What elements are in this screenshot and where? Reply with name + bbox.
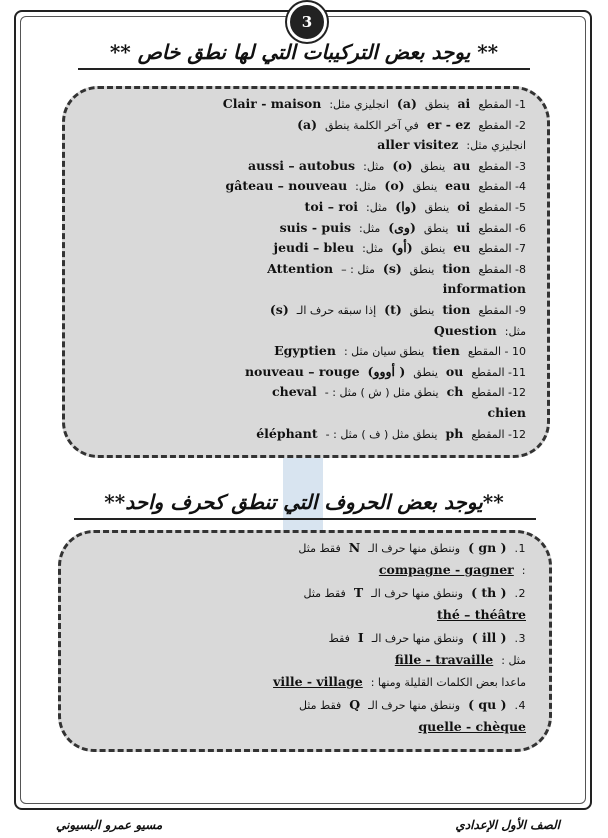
section2-row <box>375 562 530 577</box>
section2-row <box>325 630 530 645</box>
section2-row-ar1: مثل : <box>501 654 526 667</box>
section1-row-num: 2- المقطع <box>478 118 526 132</box>
section2-row-ar2: فقط مثل <box>303 586 346 600</box>
section2-row <box>391 652 530 667</box>
section1-row-fr1: ou <box>445 363 464 379</box>
page-number-badge: 3 <box>287 2 327 42</box>
section2-row-fr1: ( gn ) <box>468 540 507 555</box>
section1-row-ar1: مثل: <box>504 324 526 338</box>
section2-row-example: fille - travaille <box>394 652 494 667</box>
section2-row-fr2: T <box>353 584 364 600</box>
section1-row-fr2: (a) <box>297 116 318 132</box>
section2-row <box>433 607 530 622</box>
section1-row-example: toi – roi <box>304 199 359 214</box>
section1-row <box>266 302 530 317</box>
section2-row-fr2: I <box>357 629 364 645</box>
section1-row-ar2: مثل: <box>366 201 388 214</box>
section1-row-fr1: tion <box>442 302 471 317</box>
section2-row-num: 4. <box>514 698 526 712</box>
section1-row-ar1: ينطق <box>412 180 438 194</box>
section1-title: ** يوجد بعض التركيبات التي لها نطق خاص ** <box>109 40 499 64</box>
section1-row-ar1: ينطق مثل ( ش ) مثل : - <box>324 386 439 400</box>
section2-row-num: 2. <box>514 586 526 600</box>
footer-teacher-name: مسيو عمرو البسيوني <box>56 818 163 832</box>
section2-row-ar2: فقط <box>328 631 350 645</box>
section1-row-ar2: مثل: <box>363 159 385 173</box>
section1-row <box>219 96 530 111</box>
section2-list <box>84 540 530 750</box>
section1-row-example: Question <box>433 322 497 338</box>
section1-row-ar1: ينطق <box>424 201 450 214</box>
section1-title-underline <box>78 68 530 70</box>
section2-row-example: quelle - chèque <box>418 719 526 735</box>
section1-row <box>373 137 530 152</box>
section1-row-ar2: مثل : – <box>341 262 375 276</box>
section1-row <box>252 426 530 441</box>
section1-row-num: 12- المقطع <box>471 427 526 441</box>
section1-row-ar1: ينطق مثل ( ف ) مثل : - <box>325 427 438 441</box>
section1-row-fr3: (s) <box>269 302 289 317</box>
section1-row-fr2: (أو) <box>391 240 413 256</box>
section1-row-ar1: ينطق <box>420 159 446 173</box>
section1-row-ar2: مثل: <box>355 180 377 194</box>
section2-row <box>295 697 530 712</box>
section1-row <box>270 343 530 358</box>
section1-row-fr1: ui <box>456 219 471 235</box>
section1-row-fr1: eu <box>453 240 471 256</box>
section1-row-num: 6- المقطع <box>478 221 526 235</box>
section2-title: **يوجد بعض الحروف التي تنطق كحرف واحد** <box>104 490 504 514</box>
section1-row-num: 8- المقطع <box>478 262 526 276</box>
section1-row-fr1: tien <box>432 343 460 359</box>
section1-row-fr2: ( أووو) <box>367 363 406 379</box>
section1-row-num: 9- المقطع <box>478 304 526 317</box>
section1-row-example: Egyptien <box>274 343 336 359</box>
section1-row <box>244 158 530 173</box>
section1-row <box>430 323 530 338</box>
section1-row-example: information <box>442 281 526 297</box>
section1-row-fr2: (s) <box>382 260 402 276</box>
section1-row-example: gâteau – nouveau <box>225 178 348 194</box>
section2-row-ar2: فقط مثل <box>298 542 341 555</box>
section2-row-ar1: وننطق منها حرف الـ <box>371 631 464 645</box>
section2-row <box>300 585 530 600</box>
section1-list <box>90 96 530 456</box>
section2-row-example: compagne - gagner <box>378 562 514 578</box>
section2-row-ar2: فقط مثل <box>298 698 342 712</box>
section2-row-ar1: : <box>521 564 526 578</box>
section1-row-example: Clair - maison <box>222 96 322 111</box>
section1-row-num: 12- المقطع <box>471 386 526 400</box>
section1-row <box>439 281 530 296</box>
section1-row-fr1: ch <box>446 384 464 400</box>
section1-row-example: Attention <box>267 260 334 276</box>
section2-row-num: 1. <box>514 542 526 555</box>
section1-row <box>293 117 530 132</box>
section1-row-fr2: (t) <box>384 302 402 317</box>
section1-row <box>263 261 530 276</box>
section1-row-num: 7- المقطع <box>478 242 526 256</box>
section1-row-ar1: ينطق <box>420 242 446 256</box>
section2-row-fr2: Q <box>349 696 361 712</box>
section2-row-num: 3. <box>514 631 526 645</box>
section1-row-fr2: (o) <box>384 178 405 194</box>
section1-row <box>301 199 530 214</box>
section2-row-ar1: وننطق منها حرف الـ <box>368 542 461 555</box>
section1-row-example: cheval <box>272 384 317 400</box>
section1-row-fr1: au <box>453 157 471 173</box>
section1-row-example: chien <box>487 405 526 420</box>
section1-row-example: suis - puis <box>279 219 351 235</box>
section2-row-ar1: وننطق منها حرف الـ <box>368 698 461 712</box>
section1-row-fr1: ph <box>445 425 464 441</box>
section2-row-fr2: N <box>348 540 361 555</box>
section1-row-ar1: ينطق <box>409 262 435 276</box>
section1-row-ar1: ينطق سيان مثل : <box>343 345 425 359</box>
section1-row-ar2: مثل: <box>358 221 381 235</box>
section2-row-ar1: وننطق منها حرف الـ <box>371 586 464 600</box>
section1-row-ar1: ينطق <box>424 98 450 111</box>
section1-row <box>484 405 531 420</box>
section1-row-fr2: (وا) <box>395 199 417 214</box>
section1-row-fr1: eau <box>445 178 471 194</box>
section1-row-example: aller visitez <box>377 137 459 153</box>
footer-grade-label: الصف الأول الإعدادي <box>455 818 560 832</box>
section1-row-ar1: في آخر الكلمة ينطق <box>325 118 419 132</box>
section1-row-fr2: (وى) <box>388 219 416 235</box>
section2-row-example: ville - village <box>273 674 363 690</box>
section1-row <box>222 178 530 193</box>
section1-row-fr2: (o) <box>392 157 413 173</box>
section1-row-ar1: ينطق <box>423 221 449 235</box>
section1-row-num: 4- المقطع <box>478 180 526 194</box>
section1-row <box>241 364 530 379</box>
section1-row-fr2: (a) <box>396 96 417 111</box>
section2-row <box>294 540 530 555</box>
section1-row-fr1: er - ez <box>426 116 471 132</box>
section1-row-fr1: ai <box>457 96 471 111</box>
section1-row-example: jeudi – bleu <box>273 240 355 256</box>
section1-row-num: 11- المقطع <box>471 365 526 379</box>
section2-row-ar1: ماعدا بعض الكلمات القليلة ومنها : <box>370 676 526 690</box>
section1-row-num: 1- المقطع <box>478 98 526 111</box>
section1-row <box>276 220 530 235</box>
section1-row-fr1: oi <box>457 199 471 214</box>
section2-row-fr1: ( ill ) <box>471 629 507 645</box>
section1-row-num: 5- المقطع <box>478 201 526 214</box>
section2-row-example: thé – théâtre <box>437 607 526 623</box>
section1-row <box>270 240 530 255</box>
section2-row <box>269 674 530 689</box>
section1-row-example: aussi – autobus <box>247 157 356 173</box>
section1-row-example: éléphant <box>256 425 318 441</box>
section1-row-ar1: انجليزي مثل: <box>466 139 526 153</box>
section2-row-fr1: ( qu ) <box>468 696 507 712</box>
section1-row-ar1: ينطق <box>409 304 435 317</box>
section1-row-ar2: إذا سبقه حرف الـ <box>296 304 377 317</box>
section2-row <box>414 719 530 734</box>
section1-row-ar2: انجليزي مثل: <box>329 98 389 111</box>
section1-row-ar1: ينطق <box>413 365 438 379</box>
section1-row-fr1: tion <box>442 260 471 276</box>
section1-row-num: 10 - المقطع <box>467 345 526 359</box>
section1-row-ar2: مثل: <box>362 242 384 256</box>
section1-row <box>268 384 530 399</box>
section1-row-num: 3- المقطع <box>478 159 526 173</box>
section1-row-example: nouveau – rouge <box>244 363 360 379</box>
section2-title-underline <box>74 518 536 520</box>
section2-row-fr1: ( th ) <box>471 584 507 600</box>
